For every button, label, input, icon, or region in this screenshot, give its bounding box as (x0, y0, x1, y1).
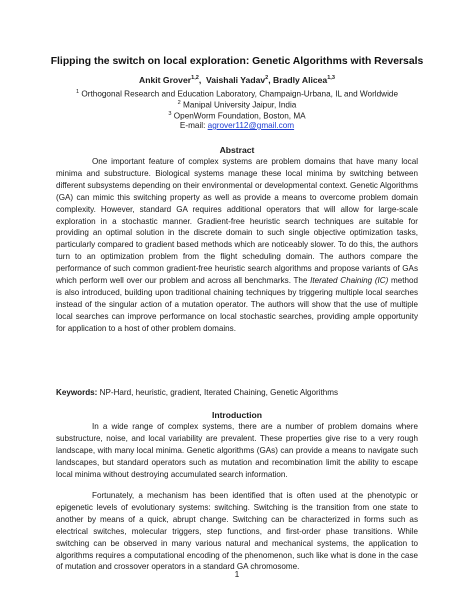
author-name: Vaishali Yadav (206, 75, 266, 85)
affiliation-text: Manipal University Jaipur, India (183, 100, 297, 110)
email-link[interactable]: agrover112@gmail.com (207, 121, 295, 130)
keywords-label: Keywords: (56, 388, 98, 397)
keywords-line (56, 387, 418, 399)
author-affil-sup: 1,3 (327, 75, 335, 82)
author-name: Bradly Alicea (273, 75, 328, 85)
author-list: Ankit Grover$^{1,2}$, Vaishali Yadav$^2$, Bradly Alicea$^{1,3}$ (139, 75, 335, 85)
abstract-text: One important feature of complex systems are problem domains that have many local minima and substructure. Biological systems manage these local minima by switching between different subsystems depending on their environmental or developmental context. Genetic Algorithms (GA) can mimic this switching property as well as provide a means to overcome problem domain complexity. However, standard GA requires additional operators that will allow for large-scale exploration in a stochastic manner. Gradient-free heuristic search techniques are suitable for providing an optimal solution in the discrete domain to such single objective optimization tasks, particularly compared to gradient based methods which are noticeably slower. To do this, the authors turn to an optimization problem from the flight scheduling domain. The authors compare the performance of such common gradient-free heuristic search algorithms and propose variants of GAs which perform well over our problem and across all benchmarks. The (56, 157, 418, 286)
affiliation-sup: 2 (177, 100, 181, 106)
author-affil-sup: 2 (265, 75, 269, 82)
affiliation-text: Orthogonal Research and Education Laboratory, Champaign-Urbana, IL and Worldwide (81, 89, 399, 99)
keywords-text: NP-Hard, heuristic, gradient, Iterated Chaining, Genetic Algorithms (99, 388, 339, 397)
introduction-heading: Introduction (211, 410, 263, 420)
paper-title: Flipping the switch on local exploration: Genetic Algorithms with Reversals (50, 56, 424, 67)
author-affil-sup: 1,2 (191, 75, 199, 82)
abstract-paragraph (56, 156, 418, 335)
affiliation-sup: 3 (168, 111, 172, 117)
affiliation-sup: 1 (75, 89, 80, 95)
email-label: E-mail: (179, 121, 206, 130)
intro-paragraph: In a wide range of complex systems, there are a number of problem domains where substructure, noise, and local variability are prevalent. These properties give rise to a very rough landscape, with many local minima. Genetic algorithms (GAs) can provide a means to navigate such landscapes, but standard operators such as mutation and recombination limit the ability to escape local minima without destroying accumulated search information. (56, 422, 418, 479)
abstract-text: method is also introduced, building upon traditional chaining techniques by triggering multiple local searches instead of the singular action of a mutation operator. The authors will show that the use of multiple local searches can improve performance on local stochastic searches, providing ample opportunity for application to a host of other problem domains. (56, 276, 418, 333)
author-name: Ankit Grover (139, 75, 192, 85)
method-name: Iterated Chaining (IC) (310, 276, 389, 286)
abstract-heading: Abstract (219, 145, 255, 155)
intro-paragraph: Fortunately, a mechanism has been identified that is often used at the phenotypic or epigenetic levels of evolutionary systems: switching. Switching is the transition from one state to another by means of a quick, abrupt change. Switching can be characterized in forms such as electrical switches, molecular triggers, step functions, and first-order phase transitions. While switching can be observed in many various natural and mechanical systems, the application to algorithms requires a computational encoding of the phenomenon, such like what is done in the case of mutation and crossover operators in a standard GA chromosome. (56, 491, 418, 572)
email-line (0, 120, 474, 131)
affiliation-text: OpenWorm Foundation, Boston, MA (173, 111, 306, 121)
page-number: 1 (234, 569, 240, 579)
